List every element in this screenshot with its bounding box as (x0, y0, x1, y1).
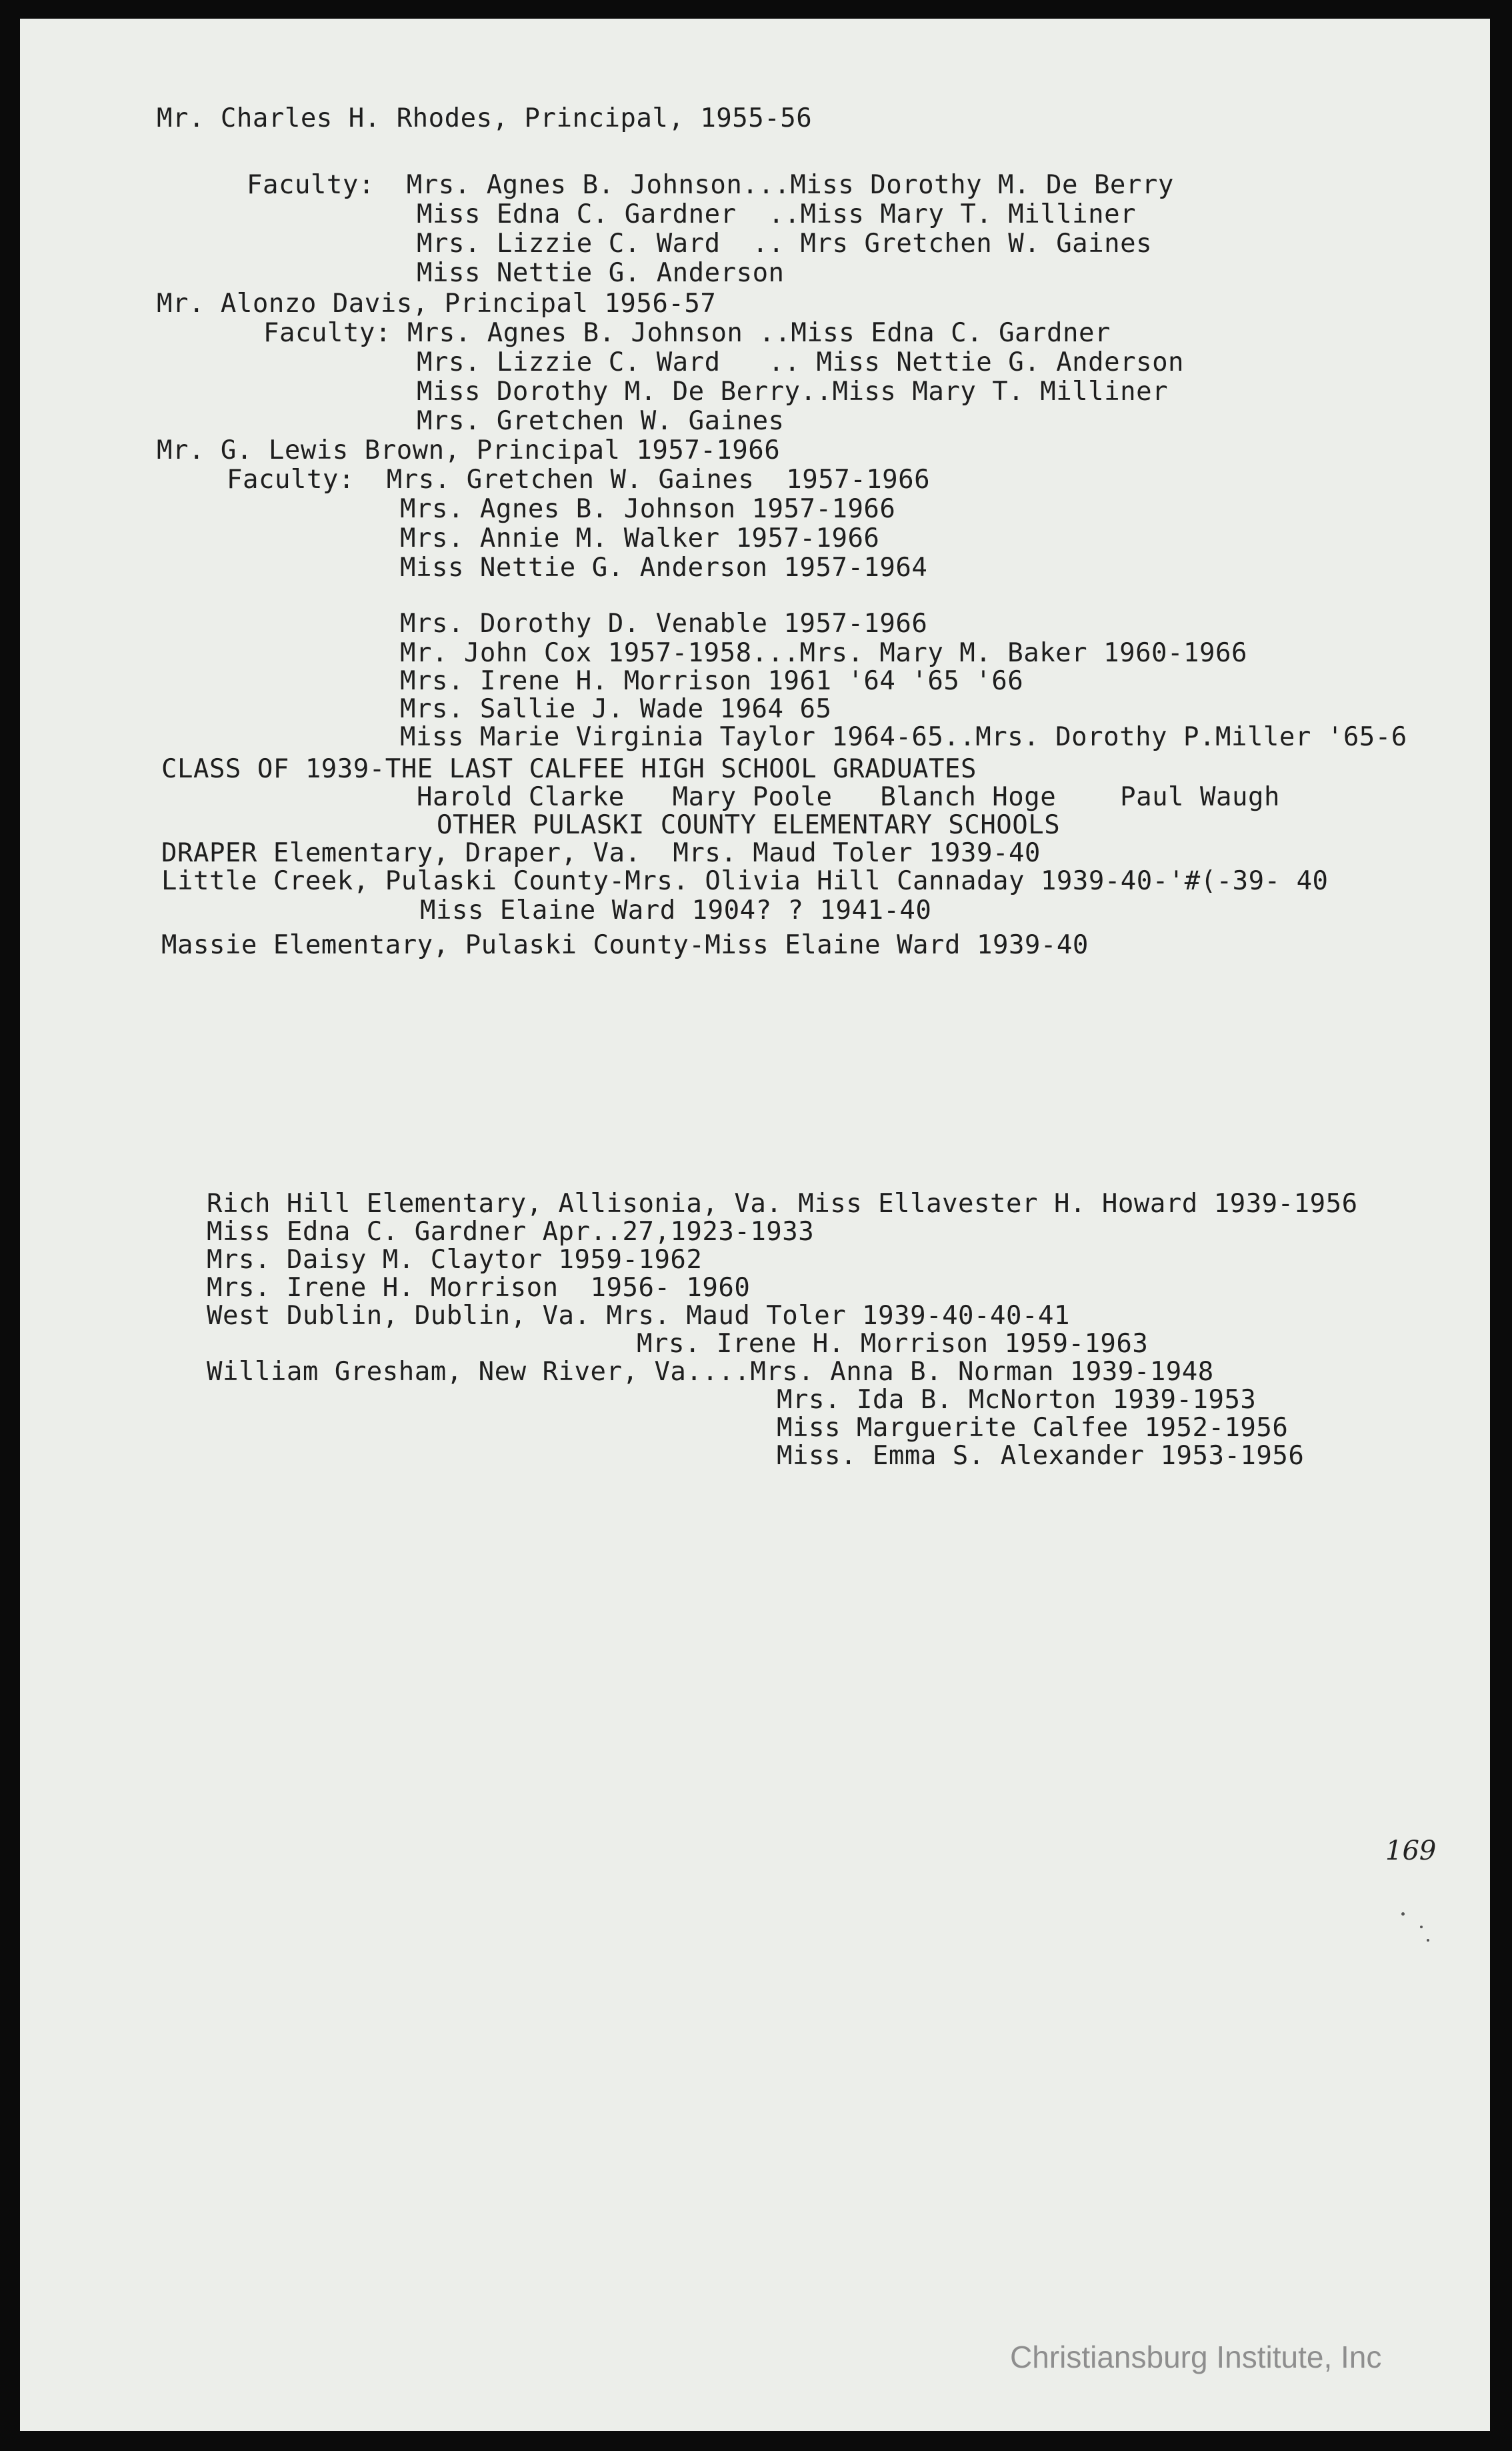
text-line: Faculty: Mrs. Gretchen W. Gaines 1957-1966 (227, 465, 931, 495)
text-line: Mrs. Irene H. Morrison 1961 '64 '65 '66 (400, 666, 1024, 696)
text-line: Mrs. Sallie J. Wade 1964 65 (400, 694, 832, 724)
text-line: OTHER PULASKI COUNTY ELEMENTARY SCHOOLS (437, 810, 1061, 840)
text-line: Miss Marie Virginia Taylor 1964-65..Mrs. Dorothy P.Miller '65-6 (400, 722, 1407, 752)
text-line: Mrs. Ida B. McNorton 1939-1953 (777, 1385, 1257, 1415)
text-line: Miss Marguerite Calfee 1952-1956 (777, 1413, 1289, 1443)
text-line: Mrs. Annie M. Walker 1957-1966 (400, 523, 880, 553)
text-line: Miss Dorothy M. De Berry..Miss Mary T. Milliner (417, 377, 1169, 407)
text-line: Mrs. Irene H. Morrison 1959-1963 (637, 1329, 1149, 1359)
text-line: Mrs. Irene H. Morrison 1956- 1960 (207, 1273, 751, 1303)
text-line: Miss Edna C. Gardner ..Miss Mary T. Milliner (417, 199, 1137, 229)
text-line: Mr. Charles H. Rhodes, Principal, 1955-56 (157, 103, 813, 133)
text-line: Mr. John Cox 1957-1958...Mrs. Mary M. Baker 1960-1966 (400, 638, 1247, 668)
text-line: Massie Elementary, Pulaski County-Miss Elaine Ward 1939-40 (161, 930, 1089, 960)
speck (1420, 1926, 1423, 1928)
text-line: Mr. G. Lewis Brown, Principal 1957-1966 (157, 435, 781, 465)
text-line: Mrs. Lizzie C. Ward .. Miss Nettie G. Anderson (417, 347, 1185, 377)
text-line: Rich Hill Elementary, Allisonia, Va. Miss Ellavester H. Howard 1939-1956 (207, 1189, 1358, 1219)
text-line: Little Creek, Pulaski County-Mrs. Olivia Hill Cannaday 1939-40-'#(-39- 40 (161, 866, 1329, 896)
text-line: Harold Clarke Mary Poole Blanch Hoge Paul Waugh (417, 782, 1280, 812)
speck (1401, 1912, 1405, 1916)
text-line: Miss Nettie G. Anderson 1957-1964 (400, 553, 928, 583)
text-line: Faculty: Mrs. Agnes B. Johnson...Miss Dorothy M. De Berry (247, 170, 1174, 200)
text-line: Mr. Alonzo Davis, Principal 1956-57 (157, 289, 717, 319)
page-number: 169 (1385, 1836, 1437, 1866)
text-line: Miss Elaine Ward 1904? ? 1941-40 (420, 895, 932, 925)
document-page (20, 19, 1490, 2431)
text-line: William Gresham, New River, Va....Mrs. Anna B. Norman 1939-1948 (207, 1357, 1214, 1387)
text-line: DRAPER Elementary, Draper, Va. Mrs. Maud Toler 1939-40 (161, 838, 1041, 868)
text-line: CLASS OF 1939-THE LAST CALFEE HIGH SCHOOL GRADUATES (161, 754, 977, 784)
text-line: Mrs. Agnes B. Johnson 1957-1966 (400, 494, 896, 524)
text-line: Miss Edna C. Gardner Apr..27,1923-1933 (207, 1217, 815, 1247)
text-line: Mrs. Daisy M. Claytor 1959-1962 (207, 1245, 703, 1275)
text-line: Mrs. Lizzie C. Ward .. Mrs Gretchen W. Gaines (417, 229, 1153, 259)
text-line: Mrs. Dorothy D. Venable 1957-1966 (400, 609, 928, 639)
watermark: Christiansburg Institute, Inc (1010, 2340, 1382, 2374)
text-line: Faculty: Mrs. Agnes B. Johnson ..Miss Edna C. Gardner (263, 318, 1111, 348)
text-line: Miss Nettie G. Anderson (417, 258, 785, 288)
text-line: Mrs. Gretchen W. Gaines (417, 406, 785, 436)
text-line: Miss. Emma S. Alexander 1953-1956 (777, 1441, 1305, 1471)
text-line: West Dublin, Dublin, Va. Mrs. Maud Toler 1939-40-40-41 (207, 1301, 1070, 1331)
speck (1427, 1939, 1429, 1942)
